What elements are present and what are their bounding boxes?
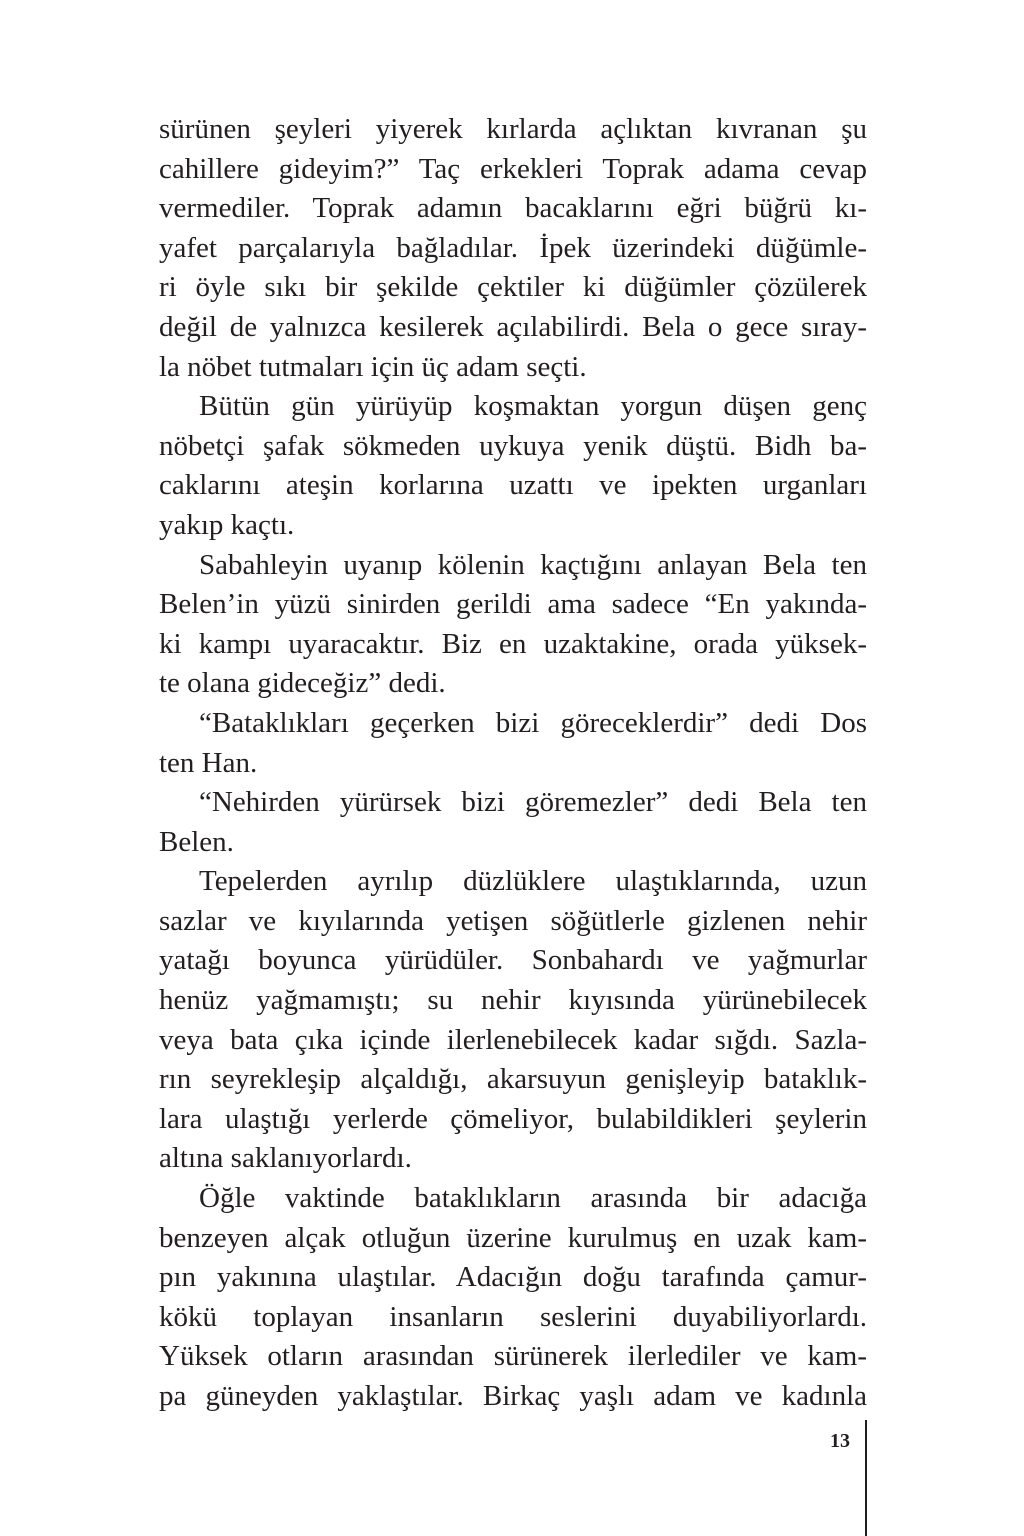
text-line: caklarını ateşin korlarına uzattı ve ipekten urganları xyxy=(159,469,867,502)
text-line: la nöbet tutmaları için üç adam seçti. xyxy=(159,350,587,383)
text-line: rın seyrekleşip alçaldığı, akarsuyun genişleyip bataklık- xyxy=(159,1063,867,1096)
text-line: yatağı boyunca yürüdüler. Sonbahardı ve yağmurlar xyxy=(159,944,867,977)
text-line: Belen’in yüzü sinirden gerildi ama sadece “En yakında- xyxy=(159,588,867,621)
text-line: ri öyle sıkı bir şekilde çektiler ki düğümler çözülerek xyxy=(159,271,867,304)
text-line: pın yakınına ulaştılar. Adacığın doğu tarafında çamur- xyxy=(159,1261,867,1294)
text-line: Tepelerden ayrılıp düzlüklere ulaştıklarında, uzun xyxy=(199,865,867,898)
text-line: yafet parçalarıyla bağladılar. İpek üzerindeki düğümle- xyxy=(159,231,867,264)
text-line: Belen. xyxy=(159,825,234,858)
page-number: 13 xyxy=(830,1430,850,1452)
text-line: “Bataklıkları geçerken bizi göreceklerdir” dedi Dos xyxy=(199,706,867,739)
text-line: veya bata çıka içinde ilerlenebilecek kadar sığdı. Sazla- xyxy=(159,1023,867,1056)
text-line: Öğle vaktinde bataklıkların arasında bir adacığa xyxy=(199,1182,867,1215)
text-line: “Nehirden yürürsek bizi göremezler” dedi Bela ten xyxy=(199,786,867,819)
text-line: pa güneyden yaklaştılar. Birkaç yaşlı adam ve kadınla xyxy=(159,1380,867,1412)
text-line: lara ulaştığı yerlerde çömeliyor, bulabildikleri şeylerin xyxy=(159,1102,867,1135)
text-line: ten Han. xyxy=(159,746,258,779)
text-line: ki kampı uyaracaktır. Biz en uzaktakine, orada yüksek- xyxy=(159,627,867,660)
text-line: nöbetçi şafak sökmeden uykuya yenik düştü. Bidh ba- xyxy=(159,429,867,462)
text-line: benzeyen alçak otluğun üzerine kurulmuş en uzak kam- xyxy=(159,1221,867,1254)
body-text xyxy=(159,110,867,1417)
text-line: Yüksek otların arasından sürünerek ilerlediler ve kam- xyxy=(159,1340,867,1373)
text-line: kökü toplayan insanların seslerini duyabiliyorlardı. xyxy=(159,1300,867,1333)
text-line: henüz yağmamıştı; su nehir kıyısında yürünebilecek xyxy=(159,984,867,1017)
text-line: sazlar ve kıyılarında yetişen söğütlerle gizlenen nehir xyxy=(159,904,867,937)
text-line: te olana gideceğiz” dedi. xyxy=(159,667,446,700)
text-line: değil de yalnızca kesilerek açılabilirdi. Bela o gece sıray- xyxy=(159,310,867,343)
margin-rule xyxy=(865,1420,867,1536)
text-line: vermediler. Toprak adamın bacaklarını eğri büğrü kı- xyxy=(159,192,867,225)
text-line: cahillere gideyim?” Taç erkekleri Toprak adama cevap xyxy=(159,152,867,185)
text-line: Bütün gün yürüyüp koşmaktan yorgun düşen genç xyxy=(199,390,867,423)
text-line: yakıp kaçtı. xyxy=(159,508,295,541)
text-line: altına saklanıyorlardı. xyxy=(159,1142,412,1175)
text-line: Sabahleyin uyanıp kölenin kaçtığını anlayan Bela ten xyxy=(199,548,867,581)
text-line: sürünen şeyleri yiyerek kırlarda açlıktan kıvranan şu xyxy=(159,113,867,145)
